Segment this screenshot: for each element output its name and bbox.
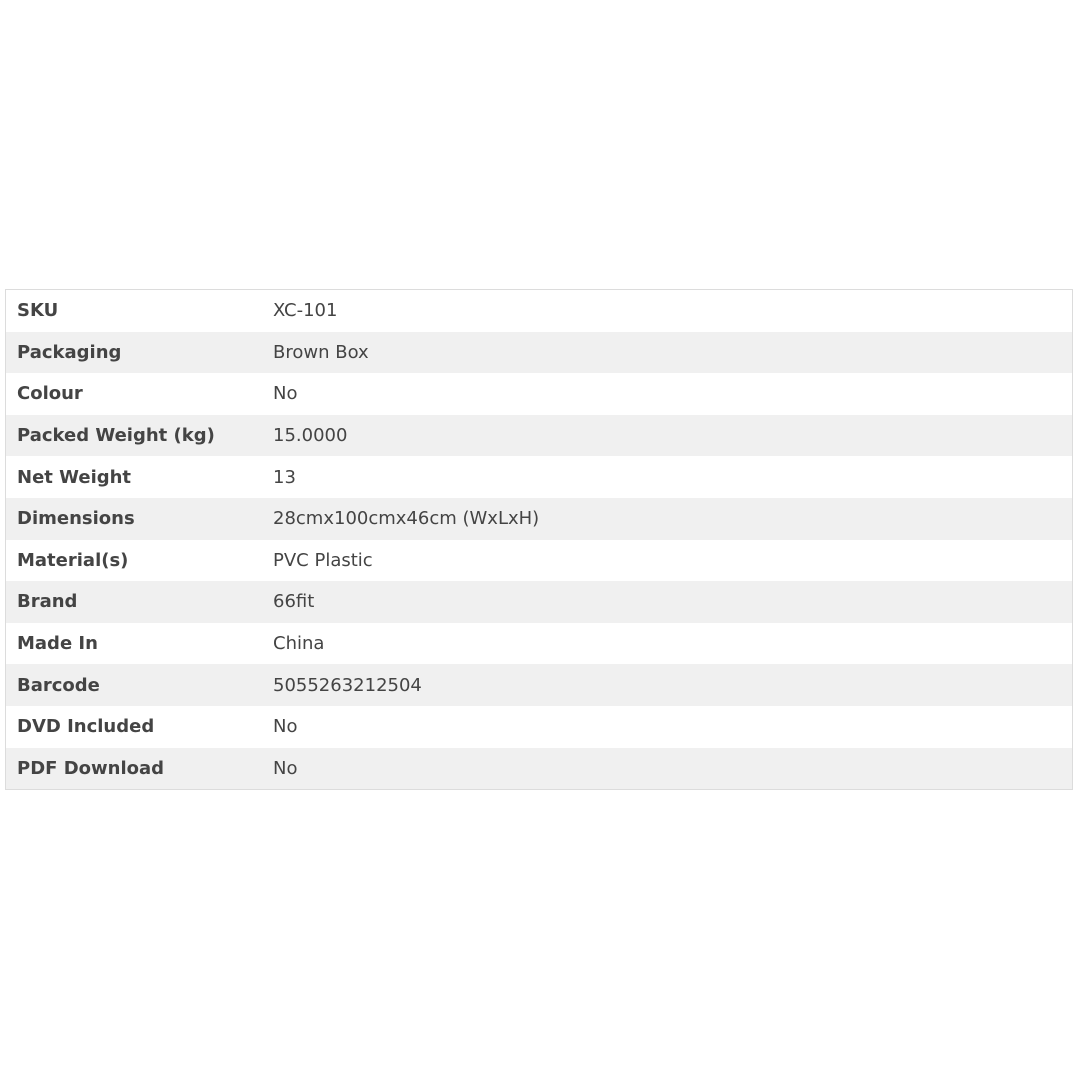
spec-value: 66fit — [273, 591, 315, 613]
spec-value: China — [273, 633, 325, 655]
spec-row-pdf-download — [6, 748, 1072, 790]
spec-label: Net Weight — [17, 466, 132, 488]
spec-row-packed-weight — [6, 415, 1072, 457]
spec-value: PVC Plastic — [273, 549, 373, 571]
spec-row-sku — [6, 290, 1072, 332]
spec-label: Brand — [17, 591, 78, 613]
spec-row-net-weight — [6, 456, 1072, 498]
spec-value: Brown Box — [273, 341, 369, 363]
spec-value: 28cmx100cmx46cm (WxLxH) — [273, 508, 540, 530]
spec-row-made-in — [6, 623, 1072, 665]
spec-label: DVD Included — [17, 716, 155, 738]
spec-label: SKU — [17, 300, 59, 322]
spec-row-colour — [6, 373, 1072, 415]
spec-label: PDF Download — [17, 757, 165, 779]
spec-label: Colour — [17, 383, 83, 405]
spec-row-brand — [6, 581, 1072, 623]
spec-label: Made In — [17, 633, 98, 655]
spec-label: Packaging — [17, 341, 122, 363]
spec-row-dvd-included — [6, 706, 1072, 748]
spec-label: Packed Weight (kg) — [17, 425, 215, 447]
spec-row-packaging — [6, 332, 1072, 374]
spec-value: No — [273, 716, 298, 738]
spec-value: No — [273, 757, 298, 779]
spec-value: 13 — [273, 466, 296, 488]
spec-label: Barcode — [17, 674, 100, 696]
spec-label: Dimensions — [17, 508, 135, 530]
spec-row-barcode — [6, 664, 1072, 706]
spec-row-dimensions — [6, 498, 1072, 540]
spec-value: 15.0000 — [273, 425, 348, 447]
spec-value: No — [273, 383, 298, 405]
spec-row-materials — [6, 540, 1072, 582]
spec-label: Material(s) — [17, 549, 129, 571]
spec-value: 5055263212504 — [273, 674, 422, 696]
spec-value: XC-101 — [273, 300, 338, 322]
product-specs-table — [5, 289, 1073, 790]
